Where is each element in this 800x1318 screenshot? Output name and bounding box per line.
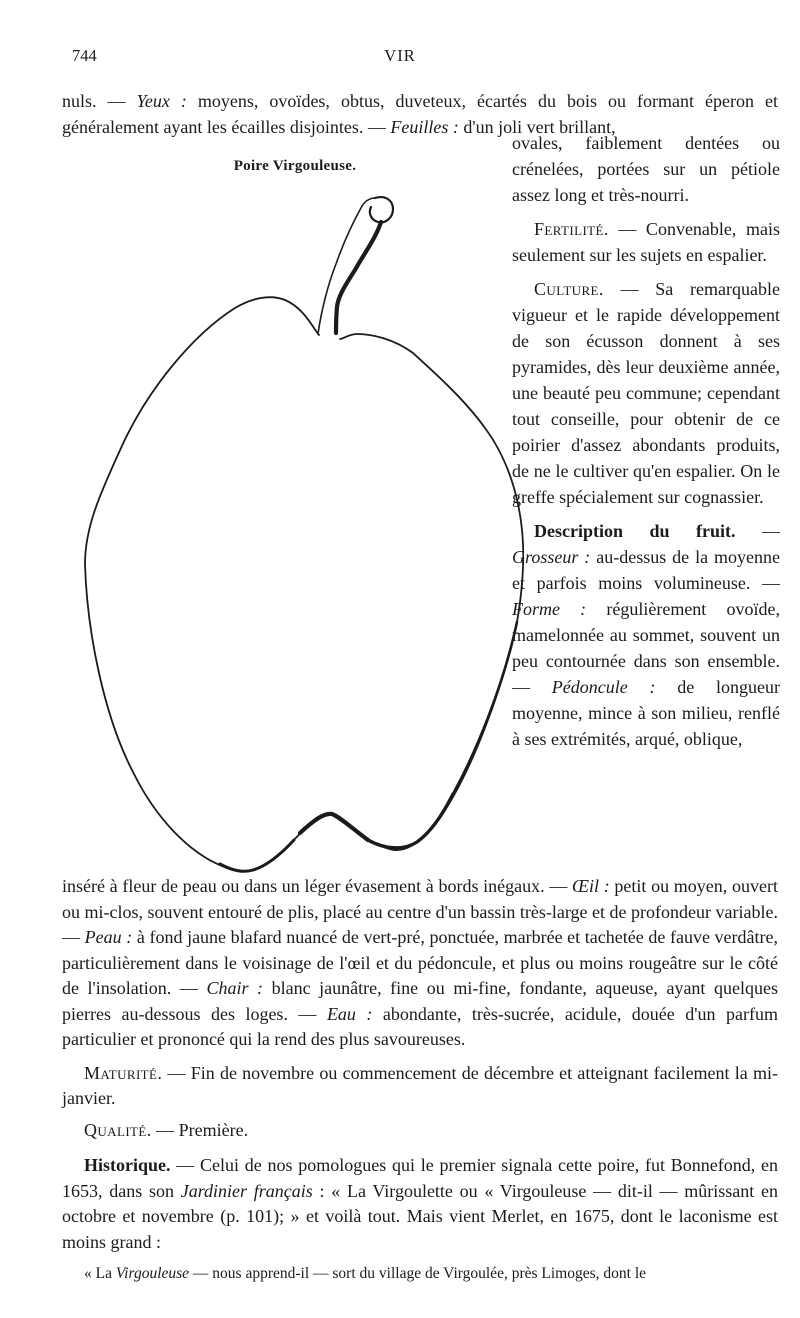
paragraph-historique (62, 1153, 778, 1255)
term-eau: Eau : (326, 1003, 373, 1024)
lead-description-du-fruit: Description du fruit. (534, 521, 736, 541)
lead-qualite: Qualité. (84, 1119, 152, 1140)
pear-stem-left-edge (318, 198, 375, 334)
paragraph-merlet-quote (62, 1263, 778, 1284)
lead-maturite: Maturité. (84, 1062, 163, 1083)
text-segment: de longueur moyenne, mince à son milieu, renflé à ses extrémités, arqué, oblique, (512, 677, 780, 749)
text-segment: — Fin de novembre ou commencement de décembre et atteignant facilement la mi-janvier. (62, 1062, 778, 1108)
text-segment: d'un joli vert brillant, (458, 117, 616, 137)
term-forme: Forme : (512, 599, 587, 619)
term-jardinier-francais: Jardinier français (180, 1180, 313, 1201)
term-yeux: Yeux : (136, 91, 187, 111)
paragraph-description-continuation (62, 874, 778, 1053)
text-segment: nuls. — (62, 91, 137, 111)
figure-caption: Poire Virgouleuse. (233, 158, 357, 174)
pear-right-side-accent (453, 622, 517, 794)
term-peau: Peau : (84, 927, 133, 947)
bottom-text-block (62, 874, 778, 1284)
term-virgouleuse: Virgouleuse (115, 1265, 190, 1282)
pear-stem-curl (370, 197, 393, 222)
text-segment: blanc jaunâtre, fine ou mi-fine, fondante, aqueuse, ayant quelques pierres au-dessous des loges. — (62, 978, 778, 1024)
lead-culture: Culture. (534, 279, 604, 299)
text-segment: — Sa remarquable vigueur et le rapide développement de son écusson donnent à ses pyramides, dès leur deuxième année, une beauté peu commune; cependant tout conseille, pour obtenir de ce poirier d'assez abondants produits, de ne le cultiver qu'en espalier. On le greffe spécialement sur cognassier. (512, 279, 780, 507)
pear-stem-right-edge (336, 222, 381, 333)
term-oeil: Œil : (572, 876, 610, 896)
pear-bottom-left-accent (220, 840, 294, 871)
text-segment: « La (84, 1265, 116, 1282)
pear-oeil-bump-accent (300, 814, 368, 840)
text-segment: petit ou moyen, ouvert ou mi-clos, souvent entouré de plis, placé au centre d'un bassin très-large et de profondeur variable. — (62, 876, 778, 947)
paragraph-maturite (62, 1061, 778, 1112)
text-segment: inséré à fleur de peau ou dans un léger évasement à bords inégaux. — (62, 876, 573, 896)
text-segment: moyens, ovoïdes, obtus, duveteux, écartés du bois ou formant éperon et généralement ayant les écailles disjointes. — (62, 91, 778, 137)
text-segment: — Celui de nos pomologues qui le premier signala cette poire, fut Bonnefond, en 1653, dans son (62, 1155, 778, 1201)
paragraph-fertilite (512, 216, 780, 268)
text-segment: : « La Virgoulette ou « Virgouleuse — dit-il — mûrissant en octobre et novembre (p. 101); » et voilà tout. Mais vient Merlet, en 1675, dont le laconisme est moins grand : (62, 1180, 779, 1252)
paragraph-qualite (62, 1118, 778, 1144)
right-text-column (512, 130, 780, 752)
text-segment: à fond jaune blafard nuancé de vert-pré, ponctuée, marbrée et tachetée de fauve verdâtre, particulièrement dans le voisinage de l'œil et du pédoncule, et plus ou moins rougeâtre sur le côté de l'insolation. — (62, 927, 779, 998)
text-segment: — Convenable, mais seulement sur les sujets en espalier. (512, 219, 780, 265)
page-number: 744 (72, 46, 97, 65)
text-segment: abondante, très-sucrée, acidule, douée d'un parfum particulier et prononcé qui la rend des plus savoureuses. (62, 1003, 779, 1049)
term-chair: Chair : (206, 978, 264, 998)
lead-historique: Historique. (84, 1155, 171, 1175)
lead-fertilite: Fertilité. (534, 219, 609, 239)
term-pedoncule: Pédoncule : (551, 677, 656, 697)
paragraph-feuilles-continuation: ovales, faiblement dentées ou crénelées, portées sur un pétiole assez long et très-nourri. (512, 133, 780, 205)
text-segment: régulièrement ovoïde, mamelonnée au sommet, souvent un peu contournée dans son ensemble. — (512, 599, 780, 697)
pear-bottom-right-accent (368, 794, 453, 848)
text-segment: au-dessus de la moyenne et parfois moins volumineuse. — (512, 547, 780, 593)
paragraph-culture (512, 276, 780, 510)
text-segment: — (735, 521, 780, 541)
pear-illustration (72, 192, 524, 882)
running-head: VIR (384, 46, 416, 65)
paragraph-description-du-fruit (512, 518, 780, 752)
term-grosseur: Grosseur : (512, 547, 591, 567)
text-segment: — Première. (151, 1119, 249, 1140)
term-feuilles: Feuilles : (390, 117, 459, 137)
text-segment: — nous apprend-il — sort du village de Virgoulée, près Limoges, dont le (189, 1265, 647, 1282)
